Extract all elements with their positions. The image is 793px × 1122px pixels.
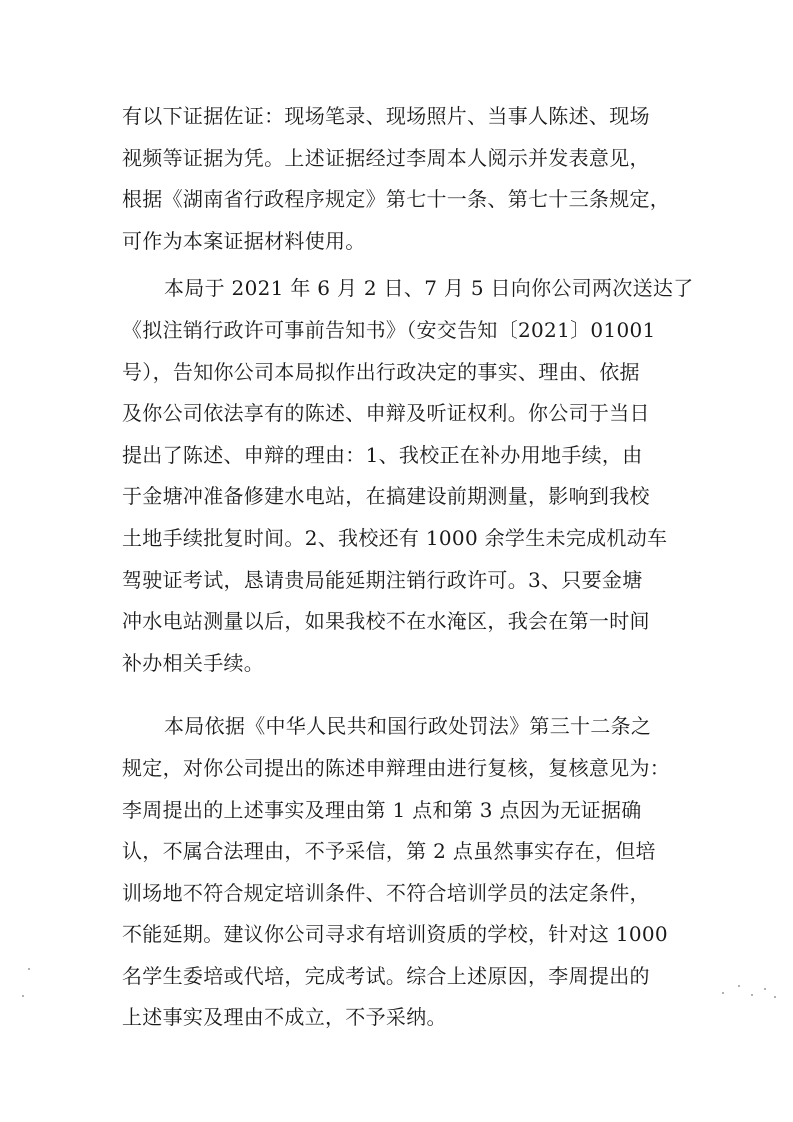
text-line: 名学生委培或代培，完成考试。综合上述原因，李周提出的	[122, 963, 650, 988]
text-line: 认，不属合法理由，不予采信，第 2 点虽然事实存在，但培	[122, 839, 656, 864]
text-line: 土地手续批复时间。2、我校还有 1000 余学生未完成机动车	[122, 525, 668, 550]
text-line: 《拟注销行政许可事前告知书》（安交告知〔2021〕01001	[122, 317, 656, 342]
document-body	[122, 96, 694, 1039]
text-line: 本局依据《中华人民共和国行政处罚法》第三十二条之	[164, 714, 652, 739]
text-line: 提出了陈述、申辩的理由：1、我校正在补办用地手续，由	[122, 442, 643, 467]
text-line: 不能延期。建议你公司寻求有培训资质的学校，针对这 1000	[122, 922, 668, 947]
scan-speck	[22, 995, 24, 997]
text-line: 训场地不符合规定培训条件、不符合培训学员的法定条件，	[122, 880, 650, 905]
scan-speck	[722, 992, 724, 994]
text-line: 规定，对你公司提出的陈述申辩理由进行复核，复核意见为：	[122, 755, 671, 780]
text-line: 李周提出的上述事实及理由第 1 点和第 3 点因为无证据确	[122, 797, 642, 822]
text-line: 本局于 2021 年 6 月 2 日、7 月 5 日向你公司两次送达了	[164, 276, 694, 301]
scan-speck	[764, 988, 766, 990]
scan-speck	[28, 968, 30, 970]
text-line: 可作为本案证据材料使用。	[122, 228, 366, 253]
scan-speck	[774, 996, 776, 998]
text-line: 上述事实及理由不成立，不予采纳。	[122, 1005, 447, 1030]
paragraph-evidence	[122, 96, 682, 262]
paragraph-review	[122, 706, 682, 1039]
text-line: 补办相关手续。	[122, 650, 265, 675]
text-line: 及你公司依法享有的陈述、申辩及听证权利。你公司于当日	[122, 401, 650, 426]
text-line: 视频等证据为凭。上述证据经过李周本人阅示并发表意见，	[122, 145, 650, 170]
text-line: 于金塘冲准备修建水电站，在搞建设前期测量，影响到我校	[122, 484, 650, 509]
text-line: 冲水电站测量以后，如果我校不在水淹区，我会在第一时间	[122, 609, 650, 634]
text-line: 号），告知你公司本局拟作出行政决定的事实、理由、依据	[122, 359, 640, 384]
scan-speck	[751, 994, 753, 996]
text-line: 有以下证据佐证：现场笔录、现场照片、当事人陈述、现场	[122, 104, 650, 128]
text-line: 根据《湖南省行政程序规定》第七十一条、第七十三条规定，	[122, 187, 671, 212]
paragraph-gap	[122, 684, 682, 706]
scan-speck	[738, 985, 740, 987]
paragraph-notice	[122, 268, 694, 684]
text-line: 驾驶证考试，恳请贵局能延期注销行政许可。3、只要金塘	[122, 567, 643, 592]
